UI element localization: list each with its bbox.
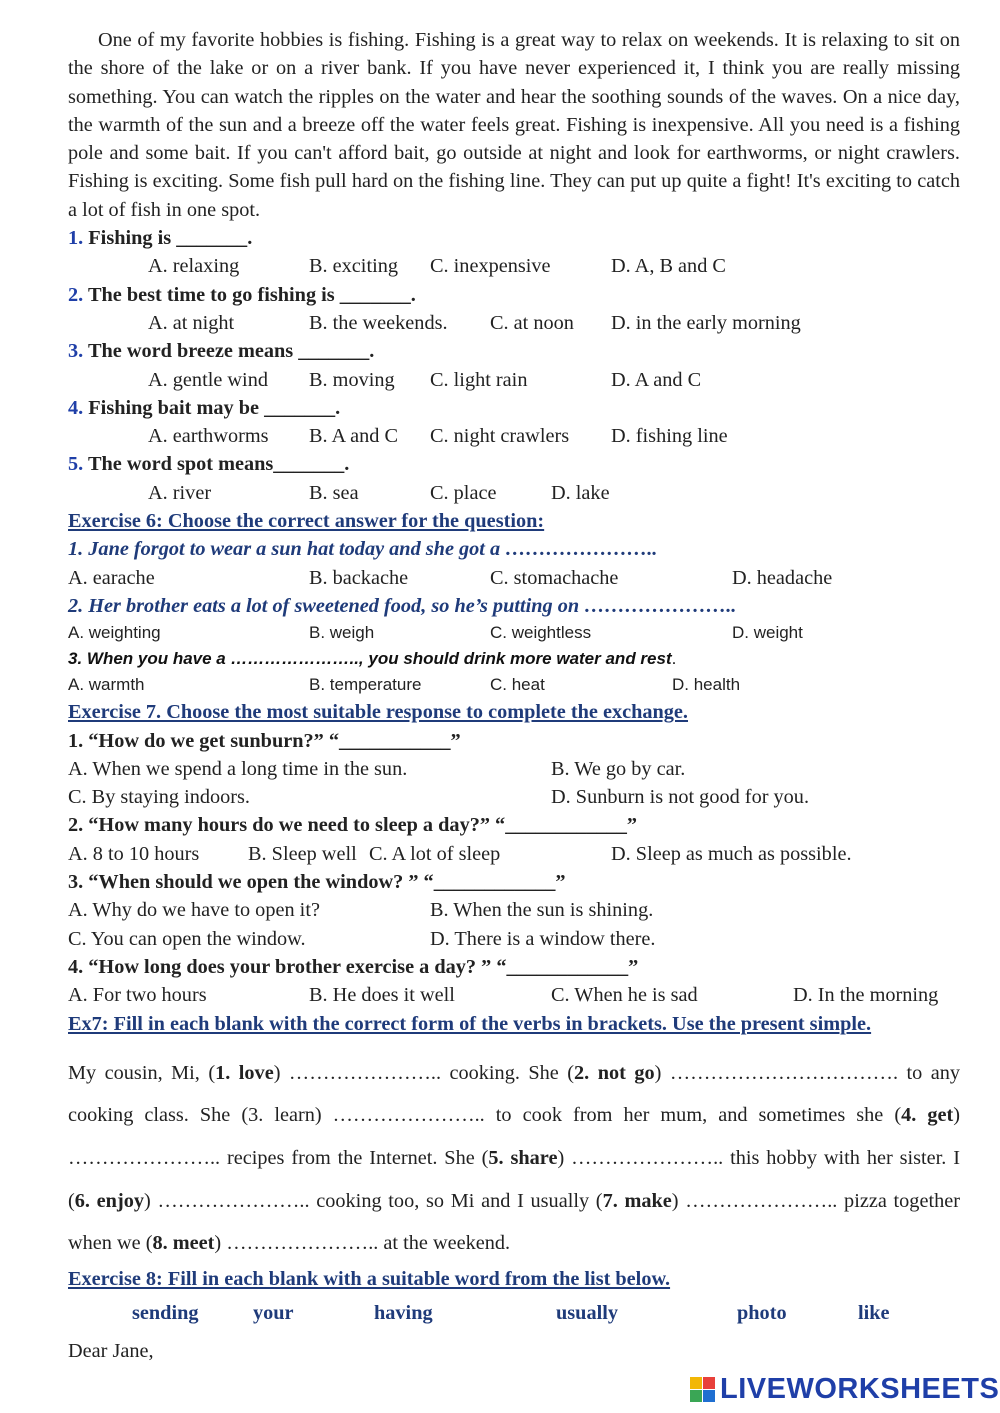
option[interactable]: B. exciting [309,255,398,278]
logo-mark-icon [690,1377,716,1403]
reading-question-5 [68,450,960,478]
ex7-options-4 [68,981,960,1009]
option[interactable]: D. fishing line [611,425,728,448]
logo-text: LIVEWORKSHEETS [720,1373,1000,1405]
ex7-question-4 [68,953,960,981]
reading-options-2 [68,309,960,337]
option[interactable]: B. Sleep well [248,842,357,865]
option[interactable]: C. You can open the window. [68,927,306,950]
exercise-8-title: Exercise 8: Fill in each blank with a suitable word from the list below. [68,1267,671,1290]
option[interactable]: C. light rain [430,368,528,391]
option[interactable]: A. at night [148,311,235,334]
reading-question-1 [68,224,960,252]
ex6-options-1 [68,564,960,592]
ex7-options-3a [68,896,960,924]
question-text: 4. “How long does your brother exercise a day? ” “____________” [68,955,639,978]
option[interactable]: A. relaxing [148,255,240,278]
option[interactable]: C. stomachache [490,566,619,589]
verb-cue: 8. meet [152,1232,215,1255]
liveworksheets-logo [690,1373,999,1406]
option[interactable]: D. In the morning [793,984,939,1007]
question-text: The word spot means_______. [87,453,350,476]
ex7-options-2 [68,840,960,868]
greeting-text: Dear Jane, [68,1340,154,1363]
question-number: 2. [68,283,84,306]
question-end: . [671,649,677,669]
option[interactable]: D. weight [732,623,803,643]
option[interactable]: C. night crawlers [430,425,570,448]
option[interactable]: B. sea [309,481,359,504]
verb-fill-paragraph [68,1052,960,1265]
text-segment: ) ………………….. cooking too, so Mi and I usually ( [144,1189,603,1212]
reading-question-3 [68,337,960,365]
ex6-question-3 [68,646,960,672]
option[interactable]: D. lake [551,481,610,504]
text-segment: ) ………………….. this hobby with her sister. I ( [68,1146,961,1212]
text-segment: ) ………………….. at the weekend. [214,1232,511,1255]
option[interactable]: A. For two hours [68,984,207,1007]
word-bank [68,1293,960,1335]
option[interactable]: D. There is a window there. [430,927,656,950]
option[interactable]: D. Sunburn is not good for you. [551,786,810,809]
option[interactable]: B. A and C [309,425,399,448]
option[interactable]: B. backache [309,566,409,589]
verb-cue: 5. share [488,1146,558,1169]
word-bank-item: usually [556,1302,619,1325]
reading-passage: One of my favorite hobbies is fishing. Fishing is a great way to relax on weekends. It is relaxing to sit on the shore of the lake or on a river bank. If you have never experienced it, I think you are really missing something. You can watch the ripples on the water and hear the soothing sounds of the waves. On a nice day, the warmth of the sun and a breeze off the water feels great. Fishing is inexpensive. All you need is a fishing pole and some bait. If you can't afford bait, go outside at night and look for earthworms, or night crawlers. Fishing is exciting. Some fish pull hard on the fishing line. They can put up quite a fight! It's exciting to catch a lot of fish in one spot. [68,29,960,221]
option[interactable]: A. weighting [68,623,161,643]
question-number: 3. [68,340,84,363]
exercise-7-title: Exercise 7. Choose the most suitable response to complete the exchange. [68,701,689,724]
question-text: Fishing bait may be _______. [88,396,341,419]
text-segment: My cousin, Mi, ( [68,1061,216,1084]
option[interactable]: D. A and C [611,368,702,391]
option[interactable]: D. health [672,675,741,695]
word-bank-item: your [253,1302,294,1325]
reading-question-4 [68,394,960,422]
question-text: The best time to go fishing is _______. [87,283,416,306]
question-number: 5. [68,453,84,476]
verb-cue: 4. get [901,1104,954,1127]
exercise-verbs-title: Ex7: Fill in each blank with the correct form of the verbs in brackets. Use the present simple. [68,1012,872,1035]
text-segment: ) ………………….. pizza together when we ( [68,1189,960,1255]
ex6-question-2: 2. Her brother eats a lot of sweetened food, so he’s putting on ………………….. [68,594,737,617]
verb-cue: 2. not go [574,1061,655,1084]
option[interactable]: D. headache [732,566,833,589]
ex7-options-1a [68,755,960,783]
text-segment: ) ……………………………. to any cooking class. She (3. learn) ………………….. to cook from her mum, and sometimes she ( [68,1061,961,1127]
option[interactable]: A. When we spend a long time in the sun. [68,757,408,780]
question-number: 4. [68,396,84,419]
reading-options-4 [68,422,960,450]
option[interactable]: A. Why do we have to open it? [68,899,320,922]
ex6-question-1: 1. Jane forgot to wear a sun hat today and she got a ………………….. [68,538,658,561]
logo-square [690,1390,702,1402]
word-bank-item: photo [737,1302,787,1325]
ex7-question-3 [68,868,960,896]
question-text: The word breeze means _______. [87,340,375,363]
option[interactable]: B. the weekends. [309,311,448,334]
option[interactable]: D. A, B and C [611,255,726,278]
worksheet-page [68,26,960,1365]
option[interactable]: C. By staying indoors. [68,786,250,809]
option[interactable]: B. moving [309,368,395,391]
logo-square [703,1377,715,1389]
option[interactable]: A. earache [68,566,155,589]
option[interactable]: A. warmth [68,675,145,695]
ex6-options-3 [68,672,960,698]
ex7-options-3b [68,925,960,953]
reading-options-3 [68,366,960,394]
reading-options-5 [68,479,960,507]
option[interactable]: A. gentle wind [148,368,268,391]
option[interactable]: C. When he is sad [551,984,698,1007]
word-bank-item: having [374,1302,433,1325]
question-text: Fishing is _______. [88,227,253,250]
verb-cue: 6. enjoy [74,1189,144,1212]
ex7-options-1b [68,783,960,811]
ex7-question-2 [68,811,960,839]
option[interactable]: C. A lot of sleep [369,842,501,865]
verb-cue: 1. love [215,1061,274,1084]
option[interactable]: D. Sleep as much as possible. [611,842,852,865]
question-text: 1. “How do we get sunburn?” “___________” [68,729,461,752]
text-segment: ) ………………….. recipes from the Internet. She ( [68,1104,960,1169]
reading-question-2 [68,281,960,309]
option[interactable]: C. weightless [490,623,592,643]
option[interactable]: C. heat [490,675,545,695]
ex7-question-1 [68,727,960,755]
option[interactable]: C. place [430,481,497,504]
option[interactable]: B. He does it well [309,984,455,1007]
logo-square [690,1377,702,1389]
option[interactable]: D. in the early morning [611,311,801,334]
question-number: 1. [68,227,84,250]
word-bank-item: sending [132,1302,199,1325]
option[interactable]: C. at noon [490,311,574,334]
question-text: 3. “When should we open the window? ” “____________” [68,871,566,894]
text-segment: ) ………………….. cooking. She ( [273,1061,575,1084]
ex6-options-2 [68,620,960,646]
exercise-6-title: Exercise 6: Choose the correct answer for the question: [68,510,545,533]
logo-square [703,1390,715,1402]
reading-options-1 [68,252,960,280]
option[interactable]: A. earthworms [148,425,269,448]
word-bank-item: like [858,1302,890,1325]
question-text: 2. “How many hours do we need to sleep a day?” “____________” [68,814,638,837]
letter-greeting [68,1337,960,1365]
option[interactable]: A. 8 to 10 hours [68,842,200,865]
option[interactable]: B. temperature [309,675,422,695]
option[interactable]: B. We go by car. [551,757,686,780]
verb-cue: 7. make [602,1189,672,1212]
option[interactable]: B. When the sun is shining. [430,899,654,922]
option[interactable]: C. inexpensive [430,255,551,278]
question-text: 3. When you have a ………………….., you should drink more water and rest [68,649,672,669]
option[interactable]: B. weigh [309,623,375,643]
option[interactable]: A. river [148,481,212,504]
